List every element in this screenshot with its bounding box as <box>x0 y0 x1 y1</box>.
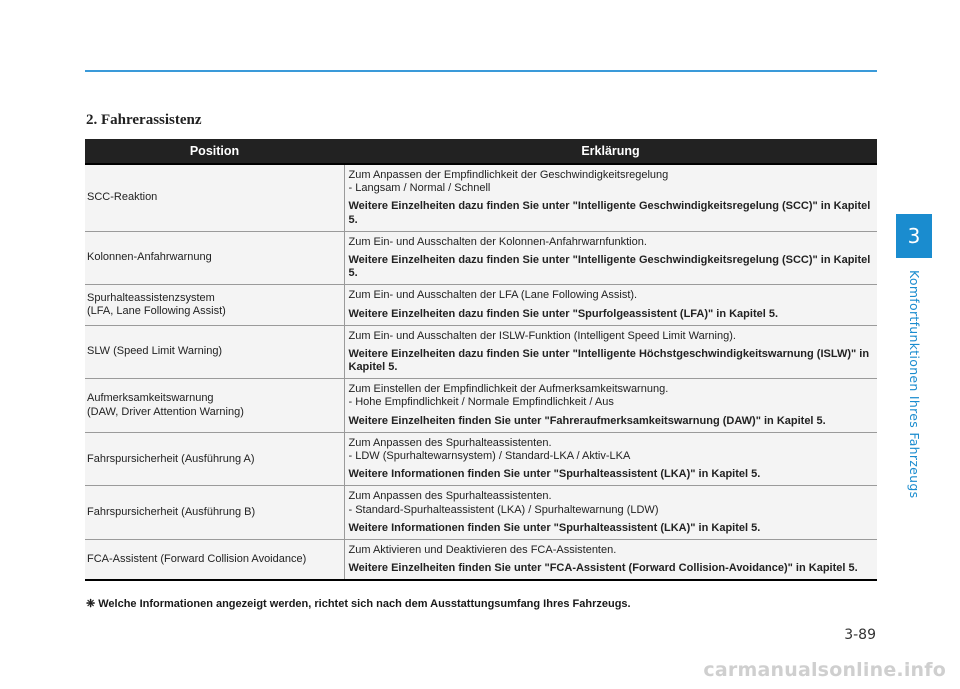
explanation-text: Zum Anpassen des Spurhalteassistenten. <box>348 490 552 503</box>
table-row <box>85 539 877 580</box>
chapter-tab-label: Komfortfunktionen Ihres Fahrzeugs <box>907 270 922 499</box>
explanation-text: Zum Ein- und Ausschalten der LFA (Lane Following Assist). <box>348 289 638 302</box>
position-label: Fahrspursicherheit (Ausführung A) <box>87 452 255 465</box>
explanation-text: Zum Aktivieren und Deaktivieren des FCA-Assistenten. <box>348 543 617 556</box>
explanation-text: - Standard-Spurhalteassistent (LKA) / Spurhaltewarnung (LDW) <box>348 503 659 516</box>
position-label: SCC-Reaktion <box>87 191 158 204</box>
explanation-cell <box>344 379 877 433</box>
chapter-tab: 3 <box>896 214 932 258</box>
position-cell <box>85 486 344 540</box>
explanation-text: Zum Anpassen des Spurhalteassistenten. <box>348 436 552 449</box>
explanation-text: - Hohe Empfindlichkeit / Normale Empfindlichkeit / Aus <box>348 396 614 409</box>
position-cell <box>85 285 344 325</box>
table-row <box>85 325 877 379</box>
page-number: 3-89 <box>844 627 876 643</box>
explanation-cell <box>344 539 877 580</box>
position-label: Aufmerksamkeitswarnung <box>87 392 214 405</box>
chapter-reference: Weitere Informationen finden Sie unter "Spurhalteassistent (LKA)" in Kapitel 5. <box>348 521 761 534</box>
table-row <box>85 164 877 231</box>
chapter-reference: Weitere Einzelheiten dazu finden Sie unter "Intelligente Geschwindigkeitsregelung (SCC)" in Kapitel 5. <box>348 200 871 226</box>
position-label: (LFA, Lane Following Assist) <box>87 305 226 317</box>
section-title: 2. Fahrerassistenz <box>86 112 202 128</box>
table-row <box>85 231 877 285</box>
top-rule <box>85 70 877 72</box>
chapter-reference: Weitere Informationen finden Sie unter "Spurhalteassistent (LKA)" in Kapitel 5. <box>348 468 761 481</box>
position-label: Spurhalteassistenzsystem <box>87 291 215 304</box>
explanation-cell <box>344 231 877 285</box>
watermark: carmanualsonline.info <box>703 659 946 681</box>
chapter-reference: Weitere Einzelheiten dazu finden Sie unter "Intelligente Höchstgeschwindigkeitswarnung (ISLW)" in Kapitel 5. <box>348 347 870 374</box>
explanation-cell <box>344 325 877 379</box>
settings-table <box>85 139 877 581</box>
table-row <box>85 486 877 540</box>
chapter-reference: Weitere Einzelheiten finden Sie unter "Fahreraufmerksamkeitswarnung (DAW)" in Kapitel 5. <box>348 414 826 427</box>
chapter-reference: Weitere Einzelheiten dazu finden Sie unter "Intelligente Geschwindigkeitsregelung (SCC)" in Kapitel 5. <box>348 253 871 280</box>
explanation-cell <box>344 285 877 325</box>
footnote-icon: ❈ <box>86 598 96 610</box>
position-cell <box>85 325 344 379</box>
position-cell <box>85 379 344 433</box>
explanation-cell <box>344 432 877 486</box>
column-header-position: Position <box>85 139 344 164</box>
explanation-text: Zum Anpassen der Empfindlichkeit der Geschwindigkeitsregelung <box>348 169 669 181</box>
explanation-text: Zum Ein- und Ausschalten der ISLW-Funktion (Intelligent Speed Limit Warning). <box>348 329 736 342</box>
position-cell <box>85 432 344 486</box>
table-row <box>85 432 877 486</box>
position-label: (DAW, Driver Attention Warning) <box>87 405 244 418</box>
explanation-text: - Langsam / Normal / Schnell <box>348 182 491 195</box>
explanation-cell <box>344 164 877 231</box>
table-row <box>85 379 877 433</box>
position-cell <box>85 164 344 231</box>
position-cell <box>85 539 344 580</box>
footnote <box>86 597 631 610</box>
table-row <box>85 285 877 325</box>
position-label: Fahrspursicherheit (Ausführung B) <box>87 506 256 519</box>
explanation-text: - LDW (Spurhaltewarnsystem) / Standard-LKA / Aktiv-LKA <box>348 450 631 462</box>
explanation-text: Zum Ein- und Ausschalten der Kolonnen-Anfahrwarnfunktion. <box>348 235 647 248</box>
chapter-reference: Weitere Einzelheiten finden Sie unter "FCA-Assistent (Forward Collision-Avoidance)" in Kapitel 5. <box>348 562 858 575</box>
position-cell <box>85 231 344 285</box>
column-header-explanation: Erklärung <box>344 139 877 164</box>
table-header-row <box>85 139 877 164</box>
position-label: FCA-Assistent (Forward Collision Avoidance) <box>87 553 307 566</box>
explanation-cell <box>344 486 877 540</box>
position-label: Kolonnen-Anfahrwarnung <box>87 251 212 264</box>
explanation-text: Zum Einstellen der Empfindlichkeit der Aufmerksamkeitswarnung. <box>348 383 669 396</box>
footnote-text: Welche Informationen angezeigt werden, richtet sich nach dem Ausstattungsumfang Ihres Fahrzeugs. <box>98 598 631 610</box>
position-label: SLW (Speed Limit Warning) <box>87 345 223 358</box>
chapter-reference: Weitere Einzelheiten dazu finden Sie unter "Spurfolgeassistent (LFA)" in Kapitel 5. <box>348 307 779 320</box>
